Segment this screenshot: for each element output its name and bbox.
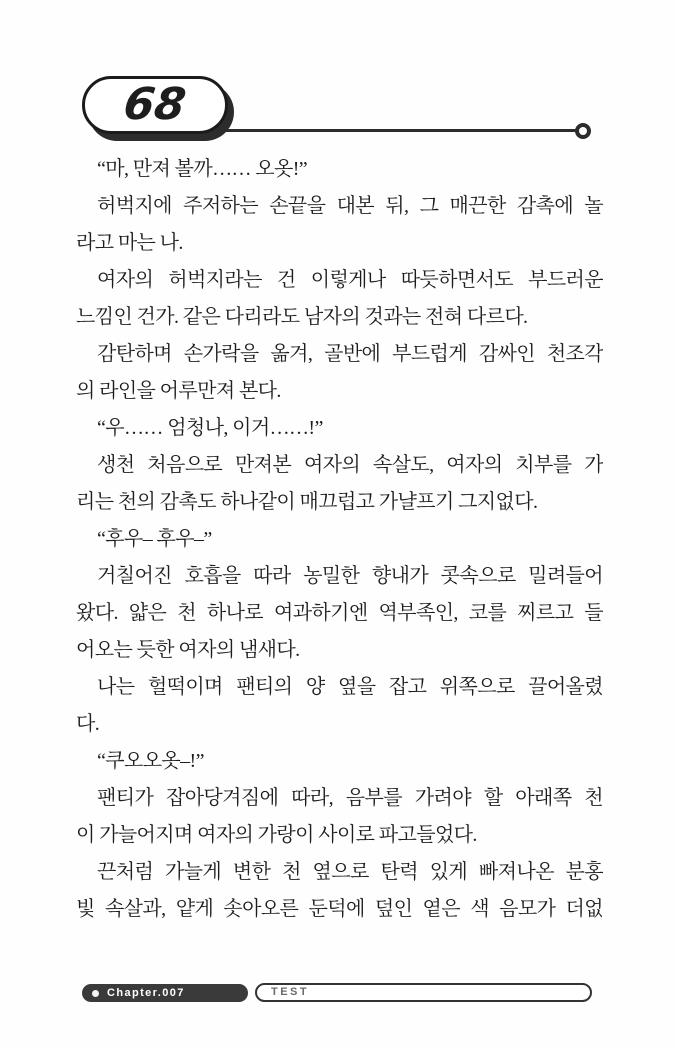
- ring-icon: [575, 123, 591, 139]
- text-line: 라고 마는 나.: [76, 232, 183, 254]
- text-line: “우…… 엄청나, 이거……!”: [97, 417, 323, 439]
- text-line: 의 라인을 어루만져 본다.: [76, 380, 281, 402]
- page-number: 68: [120, 79, 190, 130]
- text-line: “후우– 후우–”: [97, 528, 212, 550]
- text-line: 어오는 듯한 여자의 냄새다.: [76, 639, 300, 661]
- text-line: 감탄하며 손가락을 옮겨, 골반에 부드럽게 감싸인 천조각: [97, 343, 603, 365]
- text-line: 빛 속살과, 얕게 솟아오른 둔덕에 덮인 옅은 색 음모가 더없: [76, 898, 603, 920]
- header-rule: [225, 129, 581, 132]
- text-line: 느낌인 건가. 같은 다리라도 남자의 것과는 전혀 다르다.: [76, 306, 528, 328]
- text-line: 나는 헐떡이며 팬티의 양 옆을 잡고 위쪽으로 끌어올렸: [97, 676, 603, 698]
- text-line: 다.: [76, 713, 100, 735]
- text-line: “마, 만져 볼까…… 오옷!”: [97, 158, 308, 180]
- text-line: 거칠어진 호흡을 따라 농밀한 향내가 콧속으로 밀려들어: [97, 565, 603, 587]
- chapter-label: Chapter.007: [107, 986, 185, 999]
- text-line: 이 가늘어지며 여자의 가랑이 사이로 파고들었다.: [76, 824, 477, 846]
- text-line: 팬티가 잡아당겨짐에 따라, 음부를 가려야 할 아래쪽 천: [97, 787, 603, 809]
- text-line: 여자의 허벅지라는 건 이렇게나 따듯하면서도 부드러운: [97, 269, 603, 291]
- text-line: 리는 천의 감촉도 하나같이 매끄럽고 가냘프기 그지없다.: [76, 491, 538, 513]
- text-line: 허벅지에 주저하는 손끝을 대본 뒤, 그 매끈한 감촉에 놀: [97, 195, 603, 217]
- text-line: 왔다. 얇은 천 하나로 여과하기엔 역부족인, 코를 찌르고 들: [76, 602, 603, 624]
- chapter-badge: [82, 984, 248, 1002]
- title-label: TEST: [271, 986, 310, 998]
- text-line: 생천 처음으로 만져본 여자의 속살도, 여자의 치부를 가: [97, 454, 603, 476]
- text-line: 끈처럼 가늘게 변한 천 옆으로 탄력 있게 빠져나온 분홍: [97, 861, 603, 883]
- page-number-badge: [82, 76, 228, 134]
- title-badge: [255, 983, 592, 1002]
- dot-icon: [92, 990, 99, 997]
- body-text: [76, 151, 603, 928]
- text-line: “쿠오오옷–!”: [97, 750, 204, 772]
